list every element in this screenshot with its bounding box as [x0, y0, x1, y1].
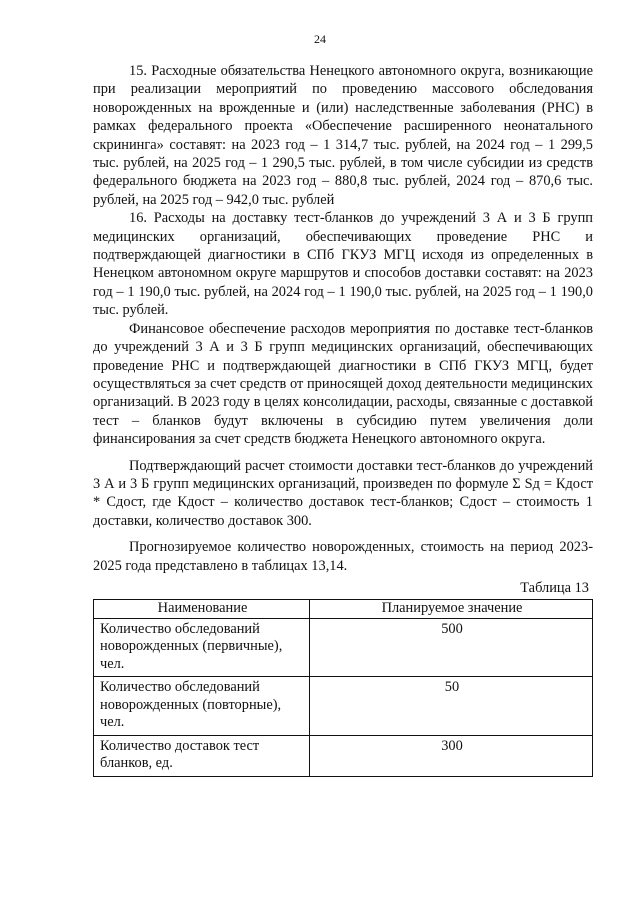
row-value-cell: 50 — [310, 677, 593, 736]
paragraph-forecast: Прогнозируемое количество новорожденных, стоимость на период 2023-2025 года представлено в таблицах 13,14. — [93, 539, 593, 574]
paragraph-item-16: 16. Расходы на доставку тест-бланков до учреждений 3 А и 3 Б групп медицинских организаций, обеспечивающих проведение РНС и подтверждающей диагностики в СПб ГКУЗ МГЦ исходя из определенных в Ненецком автономном округе маршрутов и способов доставки составят: на 2023 год – 1 190,0 тыс. рублей, на 2024 год – 1 190,0 тыс. рублей, на 2025 год – 1 190,0 тыс. рублей. — [93, 210, 593, 319]
column-header-planned-value: Планируемое значение — [310, 600, 593, 619]
paragraph-financing: Финансовое обеспечение расходов мероприятия по доставке тест-бланков до учреждений 3 А и 3 Б групп медицинских организаций, обеспечивающих проведение РНС и подтверждающей диагностики в СПб ГКУЗ МГЦ, будет осуществляться за счет средств от приносящей доход деятельности медицинских организаций. В 2023 году в целях консолидации, расходы, связанные с доставкой тест – бланков будут включены в субсидию путем увеличения доли финансирования за счет средств бюджета Ненецкого автономного округа. — [93, 320, 593, 448]
row-value-cell: 300 — [310, 735, 593, 776]
paragraph-calculation: Подтверждающий расчет стоимости доставки тест-бланков до учреждений 3 А и 3 Б групп медицинских организаций, произведен по формуле Σ Sд = Кдост * Сдост, где Кдост – количество доставок тест-бланков; Сдост – стоимость 1 доставки, количество доставок 300. — [93, 457, 593, 529]
table-row — [94, 618, 593, 677]
table-caption: Таблица 13 — [520, 579, 589, 596]
row-name-cell: Количество доставок тест бланков, ед. — [94, 735, 310, 776]
row-name-cell: Количество обследований новорожденных (повторные), чел. — [94, 677, 310, 736]
table-row — [94, 677, 593, 736]
planned-values-table — [93, 599, 593, 777]
row-name-cell: Количество обследований новорожденных (первичные), чел. — [94, 618, 310, 677]
column-header-name: Наименование — [94, 600, 310, 619]
document-body — [93, 62, 593, 777]
paragraph-item-15: 15. Расходные обязательства Ненецкого автономного округа, возникающие при реализации мероприятий по проведению массового обследования новорожденных на врожденные и (или) наследственные заболевания (РНС) в рамках федерального проекта «Обеспечение расширенного неонатального скрининга» составят: на 2023 год – 1 314,7 тыс. рублей, на 2024 год – 1 299,5 тыс. рублей, на 2025 год – 1 290,5 тыс. рублей, в том числе субсидии из средств федерального бюджета на 2023 год – 880,8 тыс. рублей, 2024 год – 870,6 тыс. рублей, на 2025 год – 942,0 тыс. рублей — [93, 63, 593, 208]
table-row — [94, 735, 593, 776]
page-number: 24 — [314, 32, 326, 46]
row-value-cell: 500 — [310, 618, 593, 677]
table-header-row — [94, 600, 593, 619]
